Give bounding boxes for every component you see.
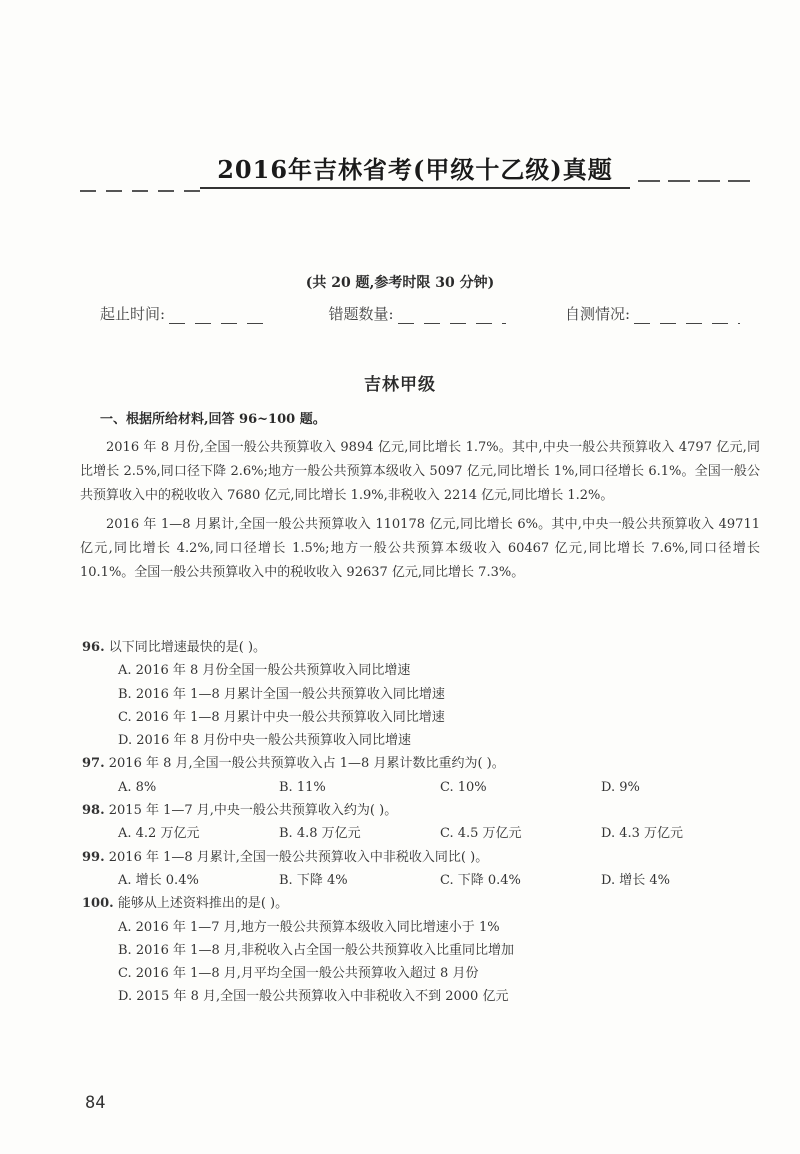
title-block xyxy=(60,150,760,200)
question-number: 98. xyxy=(82,803,105,819)
option-row xyxy=(118,776,762,799)
question-stem: 2016 年 1—8 月累计,全国一般公共预算收入中非税收入同比( )。 xyxy=(108,849,489,865)
question-stem: 2015 年 1—7 月,中央一般公共预算收入约为( )。 xyxy=(108,803,398,819)
material-paragraph: 2016 年 1—8 月累计,全国一般公共预算收入 110178 亿元,同比增长 6%。其中,中央一般公共预算收入 49711 亿元,同比增长 4.2%,同口径增长 1.5%;地方一般公共预算本级收入 60467 亿元,同比增长 7.6%,同口径增长 10.1%。全国一般公共预算收入中的税收收入 92637 亿元,同比增长 7.3%。 xyxy=(80,517,760,580)
question-number: 100. xyxy=(82,896,114,912)
time-label: 起止时间: xyxy=(100,305,166,323)
option-item: D. 2015 年 8 月,全国一般公共预算收入中非税收入不到 2000 亿元 xyxy=(118,989,509,1005)
option-row xyxy=(118,822,762,845)
meta-row xyxy=(100,303,740,324)
self-eval-blank xyxy=(634,310,740,324)
question-stem: 能够从上述资料推出的是( )。 xyxy=(117,896,289,912)
question-list xyxy=(82,636,762,1009)
option-item: A. 8% xyxy=(118,779,157,795)
question-99 xyxy=(82,846,762,869)
title-dash-left xyxy=(80,190,200,192)
section-title: 吉林甲级 xyxy=(364,375,436,395)
option-item: A. 2016 年 1—7 月,地方一般公共预算本级收入同比增速小于 1% xyxy=(118,919,500,935)
self-eval-field xyxy=(565,303,740,324)
option-item: B. 2016 年 1—8 月,非税收入占全国一般公共预算收入比重同比增加 xyxy=(118,942,514,958)
option-item: B. 2016 年 1—8 月累计全国一般公共预算收入同比增速 xyxy=(118,686,445,702)
option-item: B. 下降 4% xyxy=(279,872,348,888)
option-item: C. 下降 0.4% xyxy=(440,872,521,888)
question-number: 97. xyxy=(82,756,105,772)
time-blank xyxy=(169,310,269,324)
option-item: D. 9% xyxy=(601,779,640,795)
exam-subtitle: (共 20 题,参考时限 30 分钟) xyxy=(305,275,495,291)
question-number: 99. xyxy=(82,849,105,865)
option-item: A. 增长 0.4% xyxy=(118,872,199,888)
time-field xyxy=(100,303,269,324)
option-item: B. 4.8 万亿元 xyxy=(279,826,361,842)
question-96 xyxy=(82,636,762,659)
option-item: B. 11% xyxy=(279,779,326,795)
question-97 xyxy=(82,752,762,775)
question-number: 96. xyxy=(82,640,105,655)
page-number: 84 xyxy=(85,1093,106,1113)
material-paragraph: 2016 年 8 月份,全国一般公共预算收入 9894 亿元,同比增长 1.7%。其中,中央一般公共预算收入 4797 亿元,同比增长 2.5%,同口径下降 2.6%;地方一般公共预算本级收入 5097 亿元,同比增长 1%,同口径增长 6.1%。全国一般公共预算收入中的税收收入 7680 亿元,同比增长 1.9%,非税收入 2214 亿元,同比增长 1.2%。 xyxy=(80,440,760,503)
option-item: D. 2016 年 8 月份中央一般公共预算收入同比增速 xyxy=(118,733,411,749)
option-item: A. 2016 年 8 月份全国一般公共预算收入同比增速 xyxy=(118,663,411,679)
option-item: C. 2016 年 1—8 月累计中央一般公共预算收入同比增速 xyxy=(118,709,445,725)
errors-field xyxy=(328,303,505,324)
question-stem: 2016 年 8 月,全国一般公共预算收入占 1—8 月累计数比重约为( )。 xyxy=(108,756,505,772)
page-title: 2016年吉林省考(甲级十乙级)真题 xyxy=(217,155,613,184)
option-item: C. 2016 年 1—8 月,月平均全国一般公共预算收入超过 8 月份 xyxy=(118,966,479,982)
option-row xyxy=(118,869,762,892)
title-underline xyxy=(200,187,630,189)
option-item: C. 4.5 万亿元 xyxy=(440,826,522,842)
errors-blank xyxy=(398,310,506,324)
question-98 xyxy=(82,799,762,822)
option-item: A. 4.2 万亿元 xyxy=(118,826,200,842)
self-eval-label: 自测情况: xyxy=(564,305,630,323)
question-100 xyxy=(82,892,762,915)
title-dash-right xyxy=(638,180,753,182)
material-heading: 一、根据所给材料,回答 96~100 题。 xyxy=(100,412,326,427)
option-item: D. 增长 4% xyxy=(601,872,670,888)
question-stem: 以下同比增速最快的是( )。 xyxy=(108,640,267,655)
material-block xyxy=(80,410,760,585)
option-item: C. 10% xyxy=(440,779,487,795)
option-item: D. 4.3 万亿元 xyxy=(601,826,684,842)
errors-label: 错题数量: xyxy=(328,305,394,323)
